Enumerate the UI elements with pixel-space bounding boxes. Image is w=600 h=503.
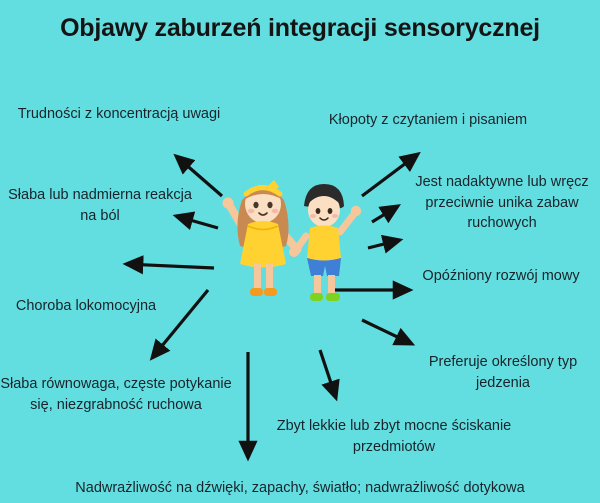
symptom-label-sensitivity: Nadwrażliwość na dźwięki, zapachy, światło; nadwrażliwość dotykowa <box>75 480 525 496</box>
arrow-to-squeeze <box>320 350 336 398</box>
symptom-label-speech: Opóźniony rozwój mowy <box>422 268 580 284</box>
two-children-illustration <box>198 170 398 350</box>
symptom-label-squeeze: Zbyt lekkie lub zbyt mocne ściskanie przedmiotów <box>276 418 512 455</box>
boy-figure <box>289 184 361 301</box>
symptom-label-balance: Słaba równowaga, częste potykanie się, niezgrabność ruchowa <box>0 376 232 413</box>
girl-figure <box>223 180 302 296</box>
page-title: Objawy zaburzeń integracji sensorycznej <box>60 14 540 42</box>
symptom-label-motion-sickness: Choroba lokomocyjna <box>15 298 157 314</box>
symptom-label-food: Preferuje określony typ jedzenia <box>428 354 578 391</box>
symptom-label-pain: Słaba lub nadmierna reakcja na ból <box>8 187 192 224</box>
symptom-label-reading: Kłopoty z czytaniem i pisaniem <box>328 112 528 128</box>
symptom-label-hyperactive: Jest nadaktywne lub wręcz przeciwnie unika zabaw ruchowych <box>415 174 589 232</box>
symptom-label-concentration: Trudności z koncentracją uwagi <box>17 106 221 122</box>
